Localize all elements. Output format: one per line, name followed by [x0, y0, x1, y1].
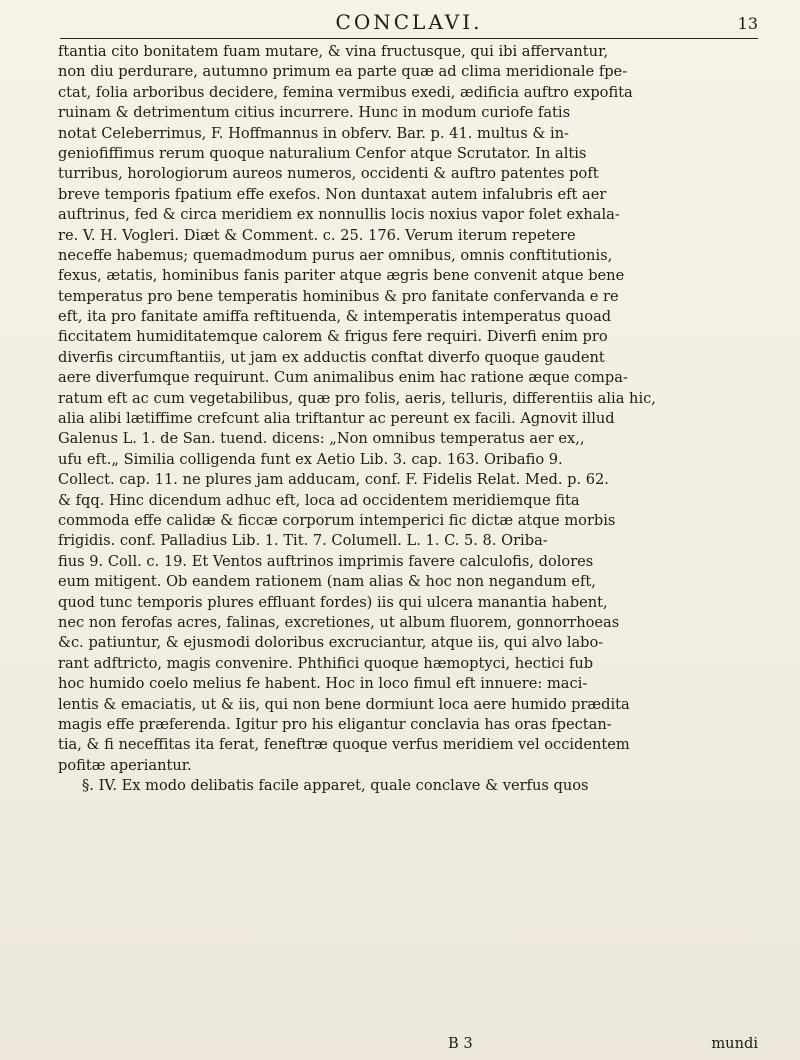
text-line: geniofiffimus rerum quoque naturalium Cenfor atque Scrutator. In altis: [58, 144, 587, 162]
text-line: ufu eft.„ Similia colligenda funt ex Aetio Lib. 3. cap. 163. Oribafio 9.: [58, 450, 563, 468]
text-line: & fqq. Hinc dicendum adhuc eft, loca ad occidentem meridiemque fita: [58, 491, 580, 509]
text-line: auftrinus, fed & circa meridiem ex nonnullis locis noxius vapor folet exhala-: [58, 206, 620, 224]
text-line: fexus, ætatis, hominibus fanis pariter atque ægris bene convenit atque bene: [58, 267, 625, 285]
text-line: eft, ita pro fanitate amiffa reftituenda, & intemperatis intemperatus quoad: [58, 308, 612, 326]
text-line: hoc humido coelo melius fe habent. Hoc in loco fimul eft innuere: maci-: [58, 675, 588, 693]
text-line: notat Celeberrimus, F. Hoffmannus in obferv. Bar. p. 41. multus & in-: [58, 124, 569, 142]
text-line: frigidis. conf. Palladius Lib. 1. Tit. 7. Columell. L. 1. C. 5. 8. Oriba-: [58, 532, 548, 550]
text-line: eum mitigent. Ob eandem rationem (nam alias & hoc non negandum eft,: [58, 573, 596, 591]
text-line: Galenus L. 1. de San. tuend. dicens: „Non omnibus temperatus aer ex,,: [58, 430, 585, 448]
text-line: alia alibi lætiffime crefcunt alia triftantur ac pereunt ex facili. Agnovit illud: [58, 410, 615, 428]
text-line: ftantia cito bonitatem fuam mutare, & vina fructusque, qui ibi affervantur,: [58, 43, 609, 60]
text-line: tia, & fi neceffitas ita ferat, feneftræ quoque verfus meridiem vel occidentem: [58, 736, 630, 754]
text-line: magis effe præferenda. Igitur pro his eligantur conclavia has oras fpectan-: [58, 715, 612, 733]
text-line: turribus, horologiorum aureos numeros, occidenti & auftro patentes poft: [58, 165, 599, 183]
page-footer: [58, 1035, 758, 1055]
text-line: diverfis circumftantiis, ut jam ex adductis conftat diverfo quoque gaudent: [58, 348, 605, 366]
signature-mark: B 3: [448, 1035, 473, 1052]
text-line: fius 9. Coll. c. 19. Et Ventos auftrinos imprimis favere calculofis, dolores: [58, 552, 594, 570]
text-line: non diu perdurare, autumno primum ea parte quæ ad clima meridionale fpe-: [58, 63, 628, 81]
text-line: re. V. H. Vogleri. Diæt & Comment. c. 25. 176. Verum iterum repetere: [58, 226, 576, 244]
text-line: breve temporis fpatium effe exefos. Non duntaxat autem infalubris eft aer: [58, 185, 607, 203]
page-number: 13: [737, 14, 758, 33]
text-line: §. IV. Ex modo delibatis facile apparet, quale conclave & verfus quos: [82, 777, 589, 795]
page-header: [60, 10, 758, 39]
text-line: temperatus pro bene temperatis hominibus & pro fanitate confervanda e re: [58, 287, 619, 305]
text-line: neceffe habemus; quemadmodum purus aer omnibus, omnis conftitutionis,: [58, 246, 613, 264]
text-line: rant adftricto, magis convenire. Phthifici quoque hæmoptyci, hectici fub: [58, 654, 594, 672]
running-head: CONCLAVI.: [335, 10, 483, 34]
text-line: commoda effe calidæ & ficcæ corporum intemperici fic dictæ atque morbis: [58, 511, 616, 529]
text-line: pofitæ aperiantur.: [58, 756, 192, 774]
text-line: Collect. cap. 11. ne plures jam adducam, conf. F. Fidelis Relat. Med. p. 62.: [58, 471, 609, 489]
catchword: mundi: [711, 1035, 758, 1052]
text-line: lentis & emaciatis, ut & iis, qui non bene dormiunt loca aere humido prædita: [58, 695, 630, 713]
body-text: [58, 42, 758, 796]
text-line: ctat, folia arboribus decidere, femina vermibus exedi, ædificia auftro expofita: [58, 83, 633, 101]
text-line: ruinam & detrimentum citius incurrere. Hunc in modum curiofe fatis: [58, 104, 571, 122]
text-line: ficcitatem humiditatemque calorem & frigus fere requiri. Diverfi enim pro: [58, 328, 608, 346]
text-line: quod tunc temporis plures effluant fordes) iis qui ulcera manantia habent,: [58, 593, 608, 611]
text-line: ratum eft ac cum vegetabilibus, quæ pro folis, aeris, telluris, differentiis alia hic,: [58, 389, 656, 407]
text-line: nec non ferofas acres, falinas, excretiones, ut album fluorem, gonnorrhoeas: [58, 613, 620, 631]
text-line: aere diverfumque requirunt. Cum animalibus enim hac ratione æque compa-: [58, 369, 628, 387]
text-line: &c. patiuntur, & ejusmodi doloribus excruciantur, atque iis, qui alvo labo-: [58, 634, 604, 652]
